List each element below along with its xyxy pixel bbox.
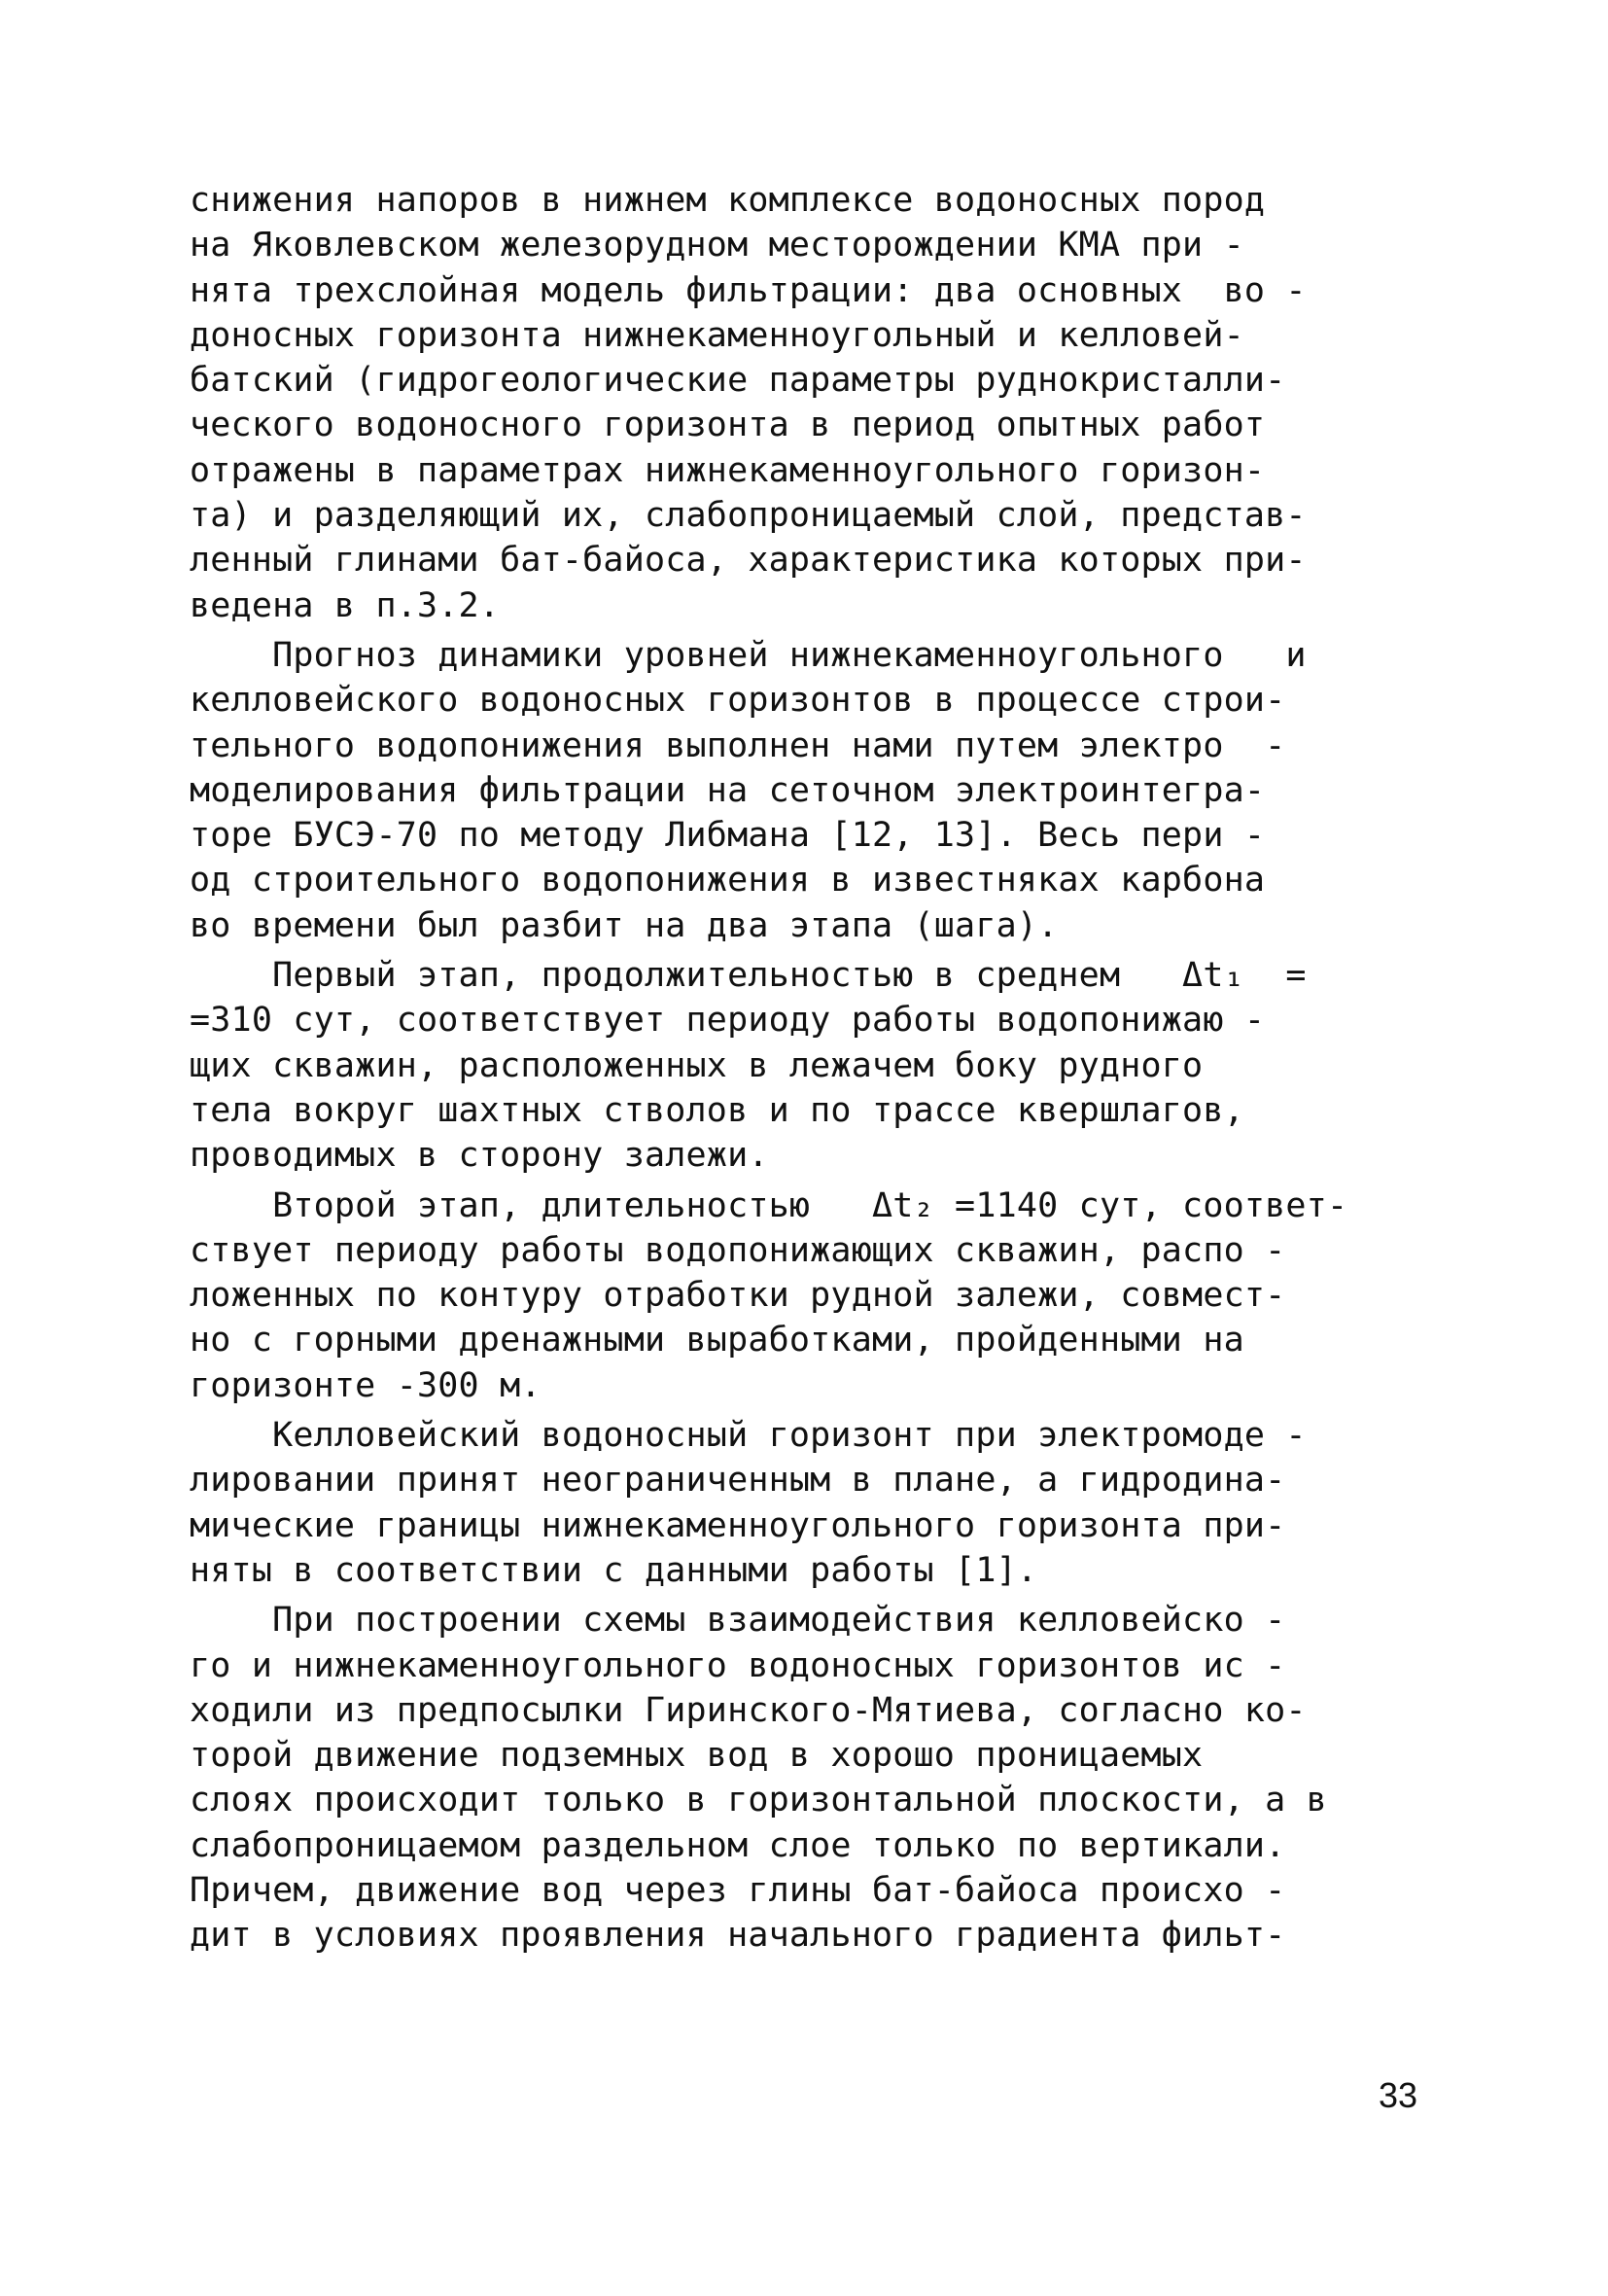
paragraph-6 xyxy=(190,1598,1429,1958)
text-line: мические границы нижнекаменноугольного горизонта при- xyxy=(190,1505,1286,1545)
text-line: горизонте -300 м. xyxy=(190,1365,542,1405)
text-line: Прогноз динамики уровней нижнекаменноугольного и xyxy=(190,635,1307,675)
text-line: лировании принят неограниченным в плане, а гидродина- xyxy=(190,1461,1286,1501)
paragraph-5 xyxy=(190,1413,1429,1593)
text-line: го и нижнекаменноугольного водоносных горизонтов ис - xyxy=(190,1645,1286,1685)
text-line: проводимых в сторону залежи. xyxy=(190,1136,769,1176)
text-line: Первый этап, продолжительностью в среднем Δt₁ = xyxy=(190,956,1307,996)
text-line: Второй этап, длительностью Δt₂ =1140 сут, соответ- xyxy=(190,1185,1348,1225)
text-line: слабопроницаемом раздельном слое только по вертикали. xyxy=(190,1825,1286,1865)
text-line: батский (гидрогеологические параметры руднокристалли- xyxy=(190,361,1286,401)
text-line: Келловейский водоносный горизонт при электромоде - xyxy=(190,1416,1307,1456)
paragraph-1 xyxy=(190,178,1429,628)
text-line: ложенных по контуру отработки рудной залежи, совмест- xyxy=(190,1276,1286,1316)
text-line: та) и разделяющий их, слабопроницаемый слой, представ- xyxy=(190,496,1307,536)
page-number: 33 xyxy=(1379,2075,1418,2115)
text-line: няты в соответствии с данными работы [1]. xyxy=(190,1550,1038,1590)
text-line: тела вокруг шахтных стволов и по трассе квершлагов, xyxy=(190,1090,1244,1130)
text-line: торой движение подземных вод в хорошо проницаемых xyxy=(190,1736,1204,1776)
text-line: келловейского водоносных горизонтов в процессе строи- xyxy=(190,681,1286,721)
page-body xyxy=(190,178,1429,1959)
paragraph-2 xyxy=(190,633,1429,948)
text-line: ческого водоносного горизонта в период опытных работ xyxy=(190,406,1266,445)
text-line: од строительного водопонижения в известняках карбона xyxy=(190,861,1266,901)
text-line: тельного водопонижения выполнен нами путем электро - xyxy=(190,725,1286,765)
text-line: ленный глинами бат-байоса, характеристика которых при- xyxy=(190,541,1307,581)
paragraph-4 xyxy=(190,1183,1429,1408)
text-line: на Яковлевском железорудном месторождении КМА при - xyxy=(190,226,1244,265)
text-line: снижения напоров в нижнем комплексе водоносных пород xyxy=(190,181,1266,220)
text-line: моделирования фильтрации на сеточном электроинтегра- xyxy=(190,770,1266,810)
text-line: отражены в параметрах нижнекаменноугольного горизон- xyxy=(190,450,1266,490)
text-line: Причем, движение вод через глины бат-байоса происхо - xyxy=(190,1870,1286,1910)
text-line: ведена в п.3.2. xyxy=(190,585,501,625)
text-line: дит в условиях проявления начального градиента фильт- xyxy=(190,1916,1286,1956)
text-line: нята трехслойная модель фильтрации: два основных во - xyxy=(190,270,1307,310)
text-line: торе БУСЭ-70 по методу Либмана [12, 13]. Весь пери - xyxy=(190,816,1266,856)
text-line: ходили из предпосылки Гиринского-Мятиева, согласно ко- xyxy=(190,1690,1307,1730)
paragraph-3 xyxy=(190,953,1429,1178)
text-line: но с горными дренажными выработками, пройденными на xyxy=(190,1321,1244,1360)
text-line: слоях происходит только в горизонтальной плоскости, а в xyxy=(190,1781,1327,1820)
text-line: ствует периоду работы водопонижающих скважин, распо - xyxy=(190,1230,1286,1270)
text-line: щих скважин, расположенных в лежачем боку рудного xyxy=(190,1045,1204,1085)
text-line: =310 сут, соответствует периоду работы водопонижаю - xyxy=(190,1001,1266,1041)
text-line: доносных горизонта нижнекаменноугольный и келловей- xyxy=(190,315,1244,355)
text-line: во времени был разбит на два этапа (шага). xyxy=(190,905,1059,945)
text-line: При построении схемы взаимодействия келловейско - xyxy=(190,1601,1286,1641)
